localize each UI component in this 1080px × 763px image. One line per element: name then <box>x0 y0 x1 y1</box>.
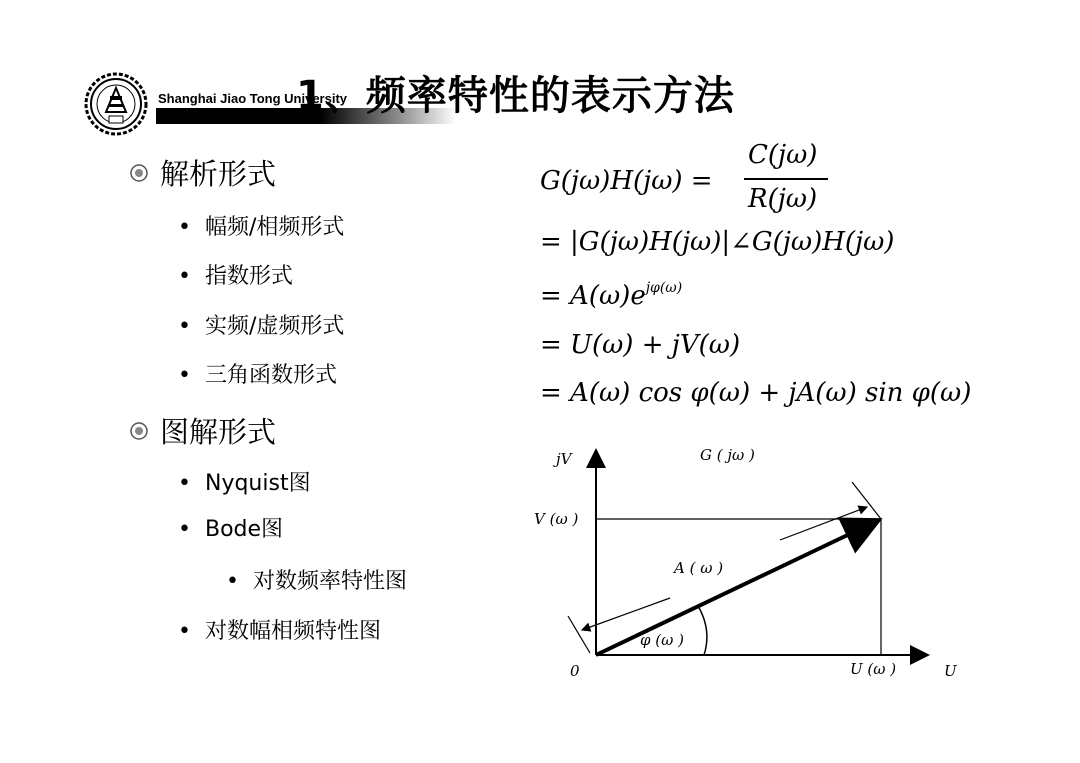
phasor-diagram <box>520 440 980 690</box>
outline-graphic-label: 图解形式 <box>160 415 277 449</box>
phase-label: φ (ω ) <box>640 631 684 649</box>
formula-line-4: = U(ω) + jV(ω) <box>540 330 741 360</box>
list-item-text: 指数形式 <box>204 264 293 289</box>
magnitude-arrow-right <box>780 507 867 540</box>
list-item: • 对数幅相频特性图 <box>178 619 381 644</box>
list-item-text: Nyquist图 <box>204 471 311 496</box>
list-item: • Nyquist图 <box>178 471 311 496</box>
fraction-bar <box>744 178 828 180</box>
list-item: • 三角函数形式 <box>178 363 337 388</box>
formula-lhs: G(jω)H(jω) = <box>540 166 713 196</box>
phase-arc <box>698 606 707 655</box>
formula-line-3-exponent: jφ(ω) <box>645 280 683 296</box>
formula-denominator: R(jω) <box>748 184 818 214</box>
formula-line-5: = A(ω) cos φ(ω) + jA(ω) sin φ(ω) <box>540 378 972 408</box>
list-item-text: 对数幅相频特性图 <box>204 619 381 644</box>
university-name: Shanghai Jiao Tong University <box>158 91 348 106</box>
origin-label: 0 <box>570 662 580 680</box>
magnitude-label: A ( ω ) <box>674 559 724 577</box>
seal-bullet-icon <box>130 422 148 440</box>
formula-line-2: = |G(jω)H(jω)|∠G(jω)H(jω) <box>540 227 895 257</box>
list-item: • 指数形式 <box>178 264 293 289</box>
outline-analytic-label: 解析形式 <box>160 157 277 191</box>
seal-bullet-icon <box>130 164 148 182</box>
magnitude-tick-right <box>852 482 881 519</box>
outline-analytic <box>130 152 276 193</box>
list-item: • Bode图 <box>178 517 284 542</box>
list-item-text: 对数频率特性图 <box>252 569 407 594</box>
list-subitem: • 对数频率特性图 <box>226 569 407 594</box>
vector-g <box>596 520 879 655</box>
formula-line-3-base: = A(ω)e <box>540 281 646 311</box>
university-logo <box>84 72 148 136</box>
v-label: V (ω ) <box>534 510 579 528</box>
formula-fraction <box>540 140 840 224</box>
list-item-text: 三角函数形式 <box>204 363 337 388</box>
outline-graphic <box>130 410 276 451</box>
y-axis-label: jV <box>556 450 572 468</box>
list-item: • 幅频/相频形式 <box>178 215 345 240</box>
magnitude-tick-left <box>568 616 590 653</box>
vector-label: G ( jω ) <box>700 446 755 464</box>
u-label: U (ω ) <box>850 660 897 678</box>
list-item-text: 实频/虚频形式 <box>204 314 345 339</box>
list-item: • 实频/虚频形式 <box>178 314 345 339</box>
list-item-text: Bode图 <box>204 517 284 542</box>
x-axis-label: U <box>944 662 957 680</box>
page-title: 1、频率特性的表示方法 <box>296 73 735 119</box>
list-item-text: 幅频/相频形式 <box>204 215 345 240</box>
formula-numerator: C(jω) <box>748 140 818 170</box>
formula-line-3 <box>540 280 682 311</box>
